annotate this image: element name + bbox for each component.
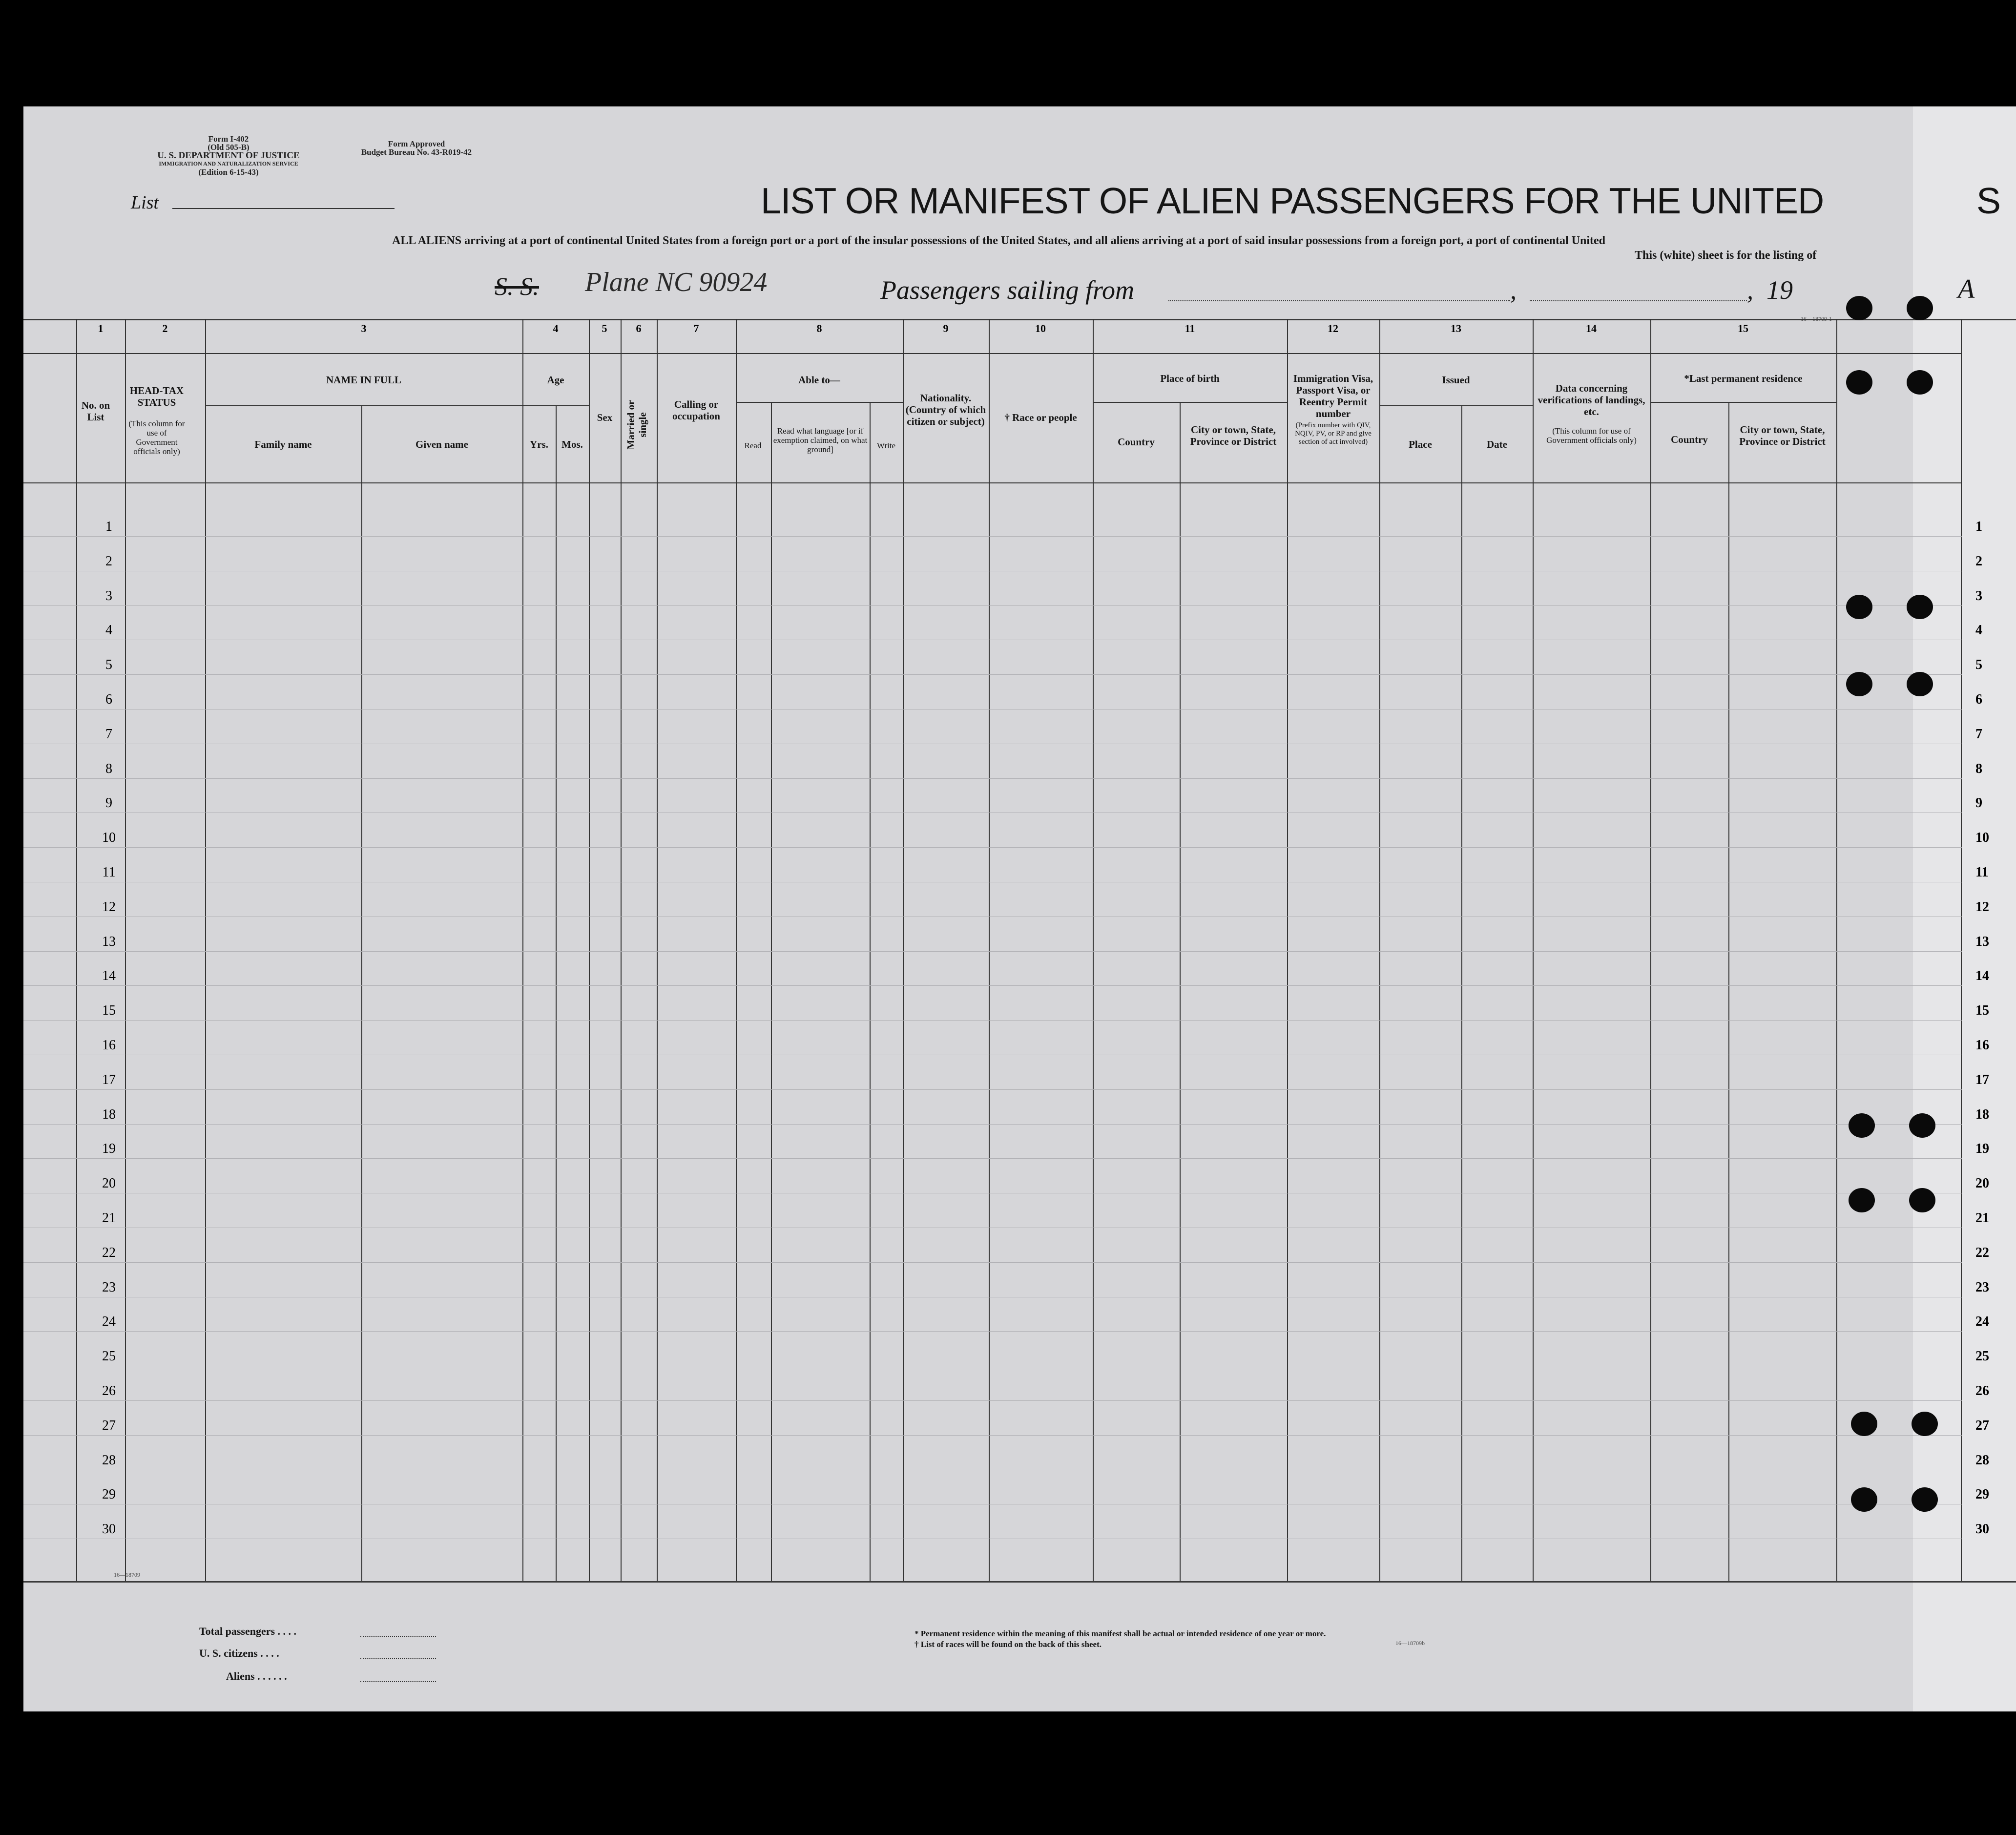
aliens-line	[360, 1681, 436, 1682]
row-number: 29	[102, 1487, 116, 1502]
row-number-right: 15	[1975, 1003, 1989, 1019]
name-subheader-rule	[205, 405, 522, 406]
table-row	[23, 1089, 1962, 1090]
punch-hole	[1846, 296, 1872, 320]
punch-hole	[1846, 595, 1872, 619]
header-data-concerning: Data concerning verifications of landings, etc.	[1538, 382, 1645, 417]
row-number: 3	[105, 588, 112, 604]
column-rule	[736, 319, 737, 1581]
column-number: 12	[1328, 322, 1338, 334]
row-number: 15	[102, 1003, 116, 1019]
header-birth-country: Country	[1118, 436, 1155, 448]
row-number-right: 3	[1975, 588, 1982, 604]
header-calling: Calling or occupation	[672, 398, 720, 422]
table-bottom-rule	[23, 1581, 2016, 1583]
table-row	[23, 1158, 1962, 1159]
row-number-right: 30	[1975, 1522, 1989, 1537]
row-number: 10	[102, 830, 116, 846]
column-rule	[205, 319, 206, 1581]
row-number: 5	[105, 657, 112, 673]
row-number: 8	[105, 761, 112, 776]
table-row	[23, 1331, 1962, 1332]
row-number-right: 9	[1975, 795, 1982, 811]
row-number: 1	[105, 519, 112, 534]
row-number-right: 17	[1975, 1072, 1989, 1087]
comma-separator-2: ,	[1747, 277, 1753, 305]
row-number-right: 26	[1975, 1383, 1989, 1398]
handwritten-vessel-name: Plane NC 90924	[585, 267, 768, 297]
table-row	[23, 1400, 1962, 1401]
able-subheader-rule	[736, 402, 903, 403]
footnote-residence: * Permanent residence within the meaning of this manifest shall be actual or intended residence of one year or more.	[914, 1629, 1326, 1638]
row-number-right: 19	[1975, 1141, 1989, 1157]
sheet-code-top: 16—18709-1	[1801, 315, 1832, 322]
column-number: 2	[162, 322, 168, 334]
sailing-from-line	[1168, 300, 1510, 301]
header-birth-city: City or town, State, Province or District	[1190, 424, 1277, 447]
column-number: 10	[1035, 322, 1046, 334]
header-nationality: Nationality. (Country of which citizen or subject)	[905, 392, 986, 427]
column-rule	[1461, 405, 1462, 1581]
header-visa: Immigration Visa, Passport Visa, or Reentry Permit number	[1293, 373, 1373, 419]
column-rule	[1180, 402, 1181, 1581]
row-number-right: 11	[1975, 865, 1989, 880]
column-rule	[1533, 319, 1534, 1581]
birth-subheader-rule	[1093, 402, 1287, 403]
list-number-line	[172, 208, 395, 209]
punch-hole	[1849, 1188, 1875, 1212]
column-rule	[1093, 319, 1094, 1581]
punch-hole	[1909, 1188, 1935, 1212]
header-data-note: (This column for use of Government officials only)	[1546, 426, 1637, 445]
header-family-name: Family name	[254, 438, 312, 450]
column-rule	[903, 319, 904, 1581]
row-number: 6	[105, 692, 112, 707]
passengers-sailing-from-label: Passengers sailing from	[880, 275, 1135, 305]
column-rule	[870, 402, 871, 1581]
residence-subheader-rule	[1650, 402, 1836, 403]
header-place-of-birth: Place of birth	[1160, 373, 1220, 384]
column-rule	[589, 319, 590, 1581]
row-number: 28	[102, 1452, 116, 1468]
header-visa-note: (Prefix number with QIV, NQIV, PV, or RP and give section of act involved)	[1295, 421, 1372, 446]
footnote-code: 16—18709b	[1395, 1640, 1425, 1647]
column-number: 15	[1738, 322, 1748, 334]
punch-hole	[1907, 672, 1933, 696]
column-rule	[556, 405, 557, 1581]
header-issued-date: Date	[1487, 438, 1507, 450]
punch-hole	[1912, 1487, 1938, 1512]
column-number: 13	[1451, 322, 1461, 334]
row-number-right: 12	[1975, 899, 1989, 915]
manifest-sheet	[23, 106, 2016, 1711]
row-number-right: 5	[1975, 657, 1982, 673]
header-age-yrs: Yrs.	[530, 438, 548, 450]
row-number-right: 21	[1975, 1210, 1989, 1226]
row-number: 24	[102, 1314, 116, 1330]
column-rule	[1650, 319, 1651, 1581]
punch-hole	[1907, 296, 1933, 320]
column-number: 3	[361, 322, 367, 334]
table-row	[23, 847, 1962, 848]
column-number: 1	[98, 322, 104, 334]
row-number-right: 27	[1975, 1418, 1989, 1433]
punch-hole	[1846, 672, 1872, 696]
year-prefix: 19	[1767, 275, 1793, 305]
punch-hole	[1907, 595, 1933, 619]
column-rule	[621, 319, 622, 1581]
row-number-right: 2	[1975, 553, 1982, 569]
approval-line: Form Approved	[388, 139, 445, 148]
row-number: 21	[102, 1210, 116, 1226]
column-rule	[1728, 402, 1729, 1581]
row-number: 22	[102, 1245, 116, 1260]
subtitle-instructions: ALL ALIENS arriving at a port of continental United States from a foreign port or a port of the insular possessions of the United States, and all aliens arriving at a port of said insular possessions from a foreign port, a port of continental United	[392, 234, 1605, 247]
column-number: 14	[1586, 322, 1597, 334]
row-number: 27	[102, 1418, 116, 1433]
column-rule	[1287, 319, 1288, 1581]
subtitle-sheet-note: This (white) sheet is for the listing of	[1635, 249, 1817, 262]
department-name: U. S. DEPARTMENT OF JUSTICE	[157, 150, 300, 161]
header-name-in-full: NAME IN FULL	[326, 374, 401, 386]
row-number-right: 22	[1975, 1245, 1989, 1260]
header-residence-city: City or town, State, Province or District	[1739, 424, 1826, 447]
table-row	[23, 985, 1962, 986]
row-number: 12	[102, 899, 116, 915]
table-row	[23, 1020, 1962, 1021]
form-edition: (Edition 6-15-43)	[198, 167, 259, 177]
old-form-number: (Old 505-B)	[208, 143, 249, 152]
table-row	[23, 1262, 1962, 1263]
column-rule	[657, 319, 658, 1581]
column-number: 8	[816, 322, 822, 334]
ss-label: S. S.	[495, 273, 539, 301]
age-subheader-rule	[522, 405, 589, 406]
footer-total-passengers: Total passengers . . . .	[199, 1625, 297, 1637]
issued-subheader-rule	[1379, 405, 1533, 406]
row-number-right: 1	[1975, 519, 1982, 534]
column-rule	[771, 402, 772, 1581]
form-number: Form I-402	[208, 134, 249, 144]
list-label: List	[131, 192, 159, 213]
row-number-right: 6	[1975, 692, 1982, 707]
table-row	[23, 1124, 1962, 1125]
table-row	[23, 951, 1962, 952]
row-number: 18	[102, 1106, 116, 1122]
date-line	[1530, 300, 1747, 301]
header-married-or-single: Married or single	[625, 400, 648, 450]
header-sex: Sex	[597, 412, 613, 423]
column-number: 6	[636, 322, 642, 334]
header-head-tax: HEAD-TAX STATUS	[129, 385, 184, 408]
column-number: 9	[943, 322, 949, 334]
page-title: LIST OR MANIFEST OF ALIEN PASSENGERS FOR THE UNITED	[761, 180, 1824, 221]
punch-hole	[1849, 1113, 1875, 1138]
column-number-rule	[23, 353, 1962, 354]
column-rule	[1836, 319, 1837, 1581]
comma-separator: ,	[1510, 277, 1517, 305]
header-age: Age	[547, 374, 564, 386]
table-row	[23, 605, 1962, 606]
header-given-name: Given name	[416, 438, 468, 450]
row-number-right: 28	[1975, 1452, 1989, 1468]
row-number-right: 14	[1975, 968, 1989, 984]
header-head-tax-note: (This column for use of Government officials only)	[128, 419, 185, 456]
row-number: 13	[102, 934, 116, 949]
row-number: 9	[105, 795, 112, 811]
punch-hole	[1851, 1412, 1877, 1436]
row-number: 23	[102, 1279, 116, 1295]
column-rule	[989, 319, 990, 1581]
row-number: 16	[102, 1038, 116, 1053]
table-top-rule	[23, 319, 2016, 320]
header-no-on-list: No. on List	[81, 399, 110, 423]
footer-aliens: Aliens . . . . . .	[226, 1670, 287, 1682]
punch-hole	[1912, 1412, 1938, 1436]
header-issued-place: Place	[1409, 438, 1432, 450]
row-number: 2	[105, 553, 112, 569]
punch-hole	[1846, 370, 1872, 395]
form-approval	[336, 140, 497, 156]
row-number: 17	[102, 1072, 116, 1087]
next-page-strip	[1913, 106, 2016, 1711]
row-number: 30	[102, 1522, 116, 1537]
page-title-continued: S	[1976, 180, 2001, 221]
header-read-language: Read what language [or if exemption claimed, on what ground]	[773, 426, 868, 454]
punch-hole	[1851, 1487, 1877, 1512]
service-name: IMMIGRATION AND NATURALIZATION SERVICE	[159, 160, 298, 167]
punch-hole	[1909, 1113, 1935, 1138]
header-issued: Issued	[1442, 374, 1470, 386]
column-rule	[361, 405, 362, 1581]
row-number: 26	[102, 1383, 116, 1398]
header-residence-country: Country	[1671, 434, 1708, 445]
row-number: 14	[102, 968, 116, 984]
row-number-right: 23	[1975, 1279, 1989, 1295]
row-number-right: 7	[1975, 726, 1982, 742]
row-number: 4	[105, 623, 112, 638]
column-number: 5	[602, 322, 607, 334]
footer-us-citizens: U. S. citizens . . . .	[199, 1647, 279, 1659]
row-number: 20	[102, 1176, 116, 1191]
us-citizens-line	[360, 1658, 436, 1659]
sheet-code-bottom: 16—18709	[114, 1571, 140, 1578]
row-number-right: 8	[1975, 761, 1982, 776]
row-number: 11	[102, 865, 116, 880]
column-number: 4	[553, 322, 559, 334]
header-bottom-rule	[23, 482, 1962, 483]
table-row	[23, 1435, 1962, 1436]
row-number: 7	[105, 726, 112, 742]
row-number-right: 10	[1975, 830, 1989, 846]
row-number-right: 13	[1975, 934, 1989, 949]
header-age-mos: Mos.	[561, 438, 583, 450]
header-write: Write	[876, 441, 896, 450]
column-rule	[522, 319, 523, 1581]
row-number: 19	[102, 1141, 116, 1157]
table-row	[23, 778, 1962, 779]
total-passengers-line	[360, 1636, 436, 1637]
row-number-right: 25	[1975, 1349, 1989, 1364]
header-able-to: Able to—	[798, 374, 840, 386]
next-page-letter: A	[1958, 274, 1975, 304]
row-number-right: 4	[1975, 623, 1982, 638]
row-number-right: 18	[1975, 1106, 1989, 1122]
table-row	[23, 536, 1962, 537]
row-number-right: 16	[1975, 1038, 1989, 1053]
column-rule	[1961, 319, 1962, 1581]
row-number-right: 24	[1975, 1314, 1989, 1330]
table-row	[23, 674, 1962, 675]
budget-bureau-number: Budget Bureau No. 43-R019-42	[361, 147, 472, 157]
form-identification	[116, 135, 341, 176]
footnote-races: † List of races will be found on the back of this sheet.	[914, 1640, 1102, 1649]
row-number: 25	[102, 1349, 116, 1364]
punch-hole	[1907, 370, 1933, 395]
header-last-residence: *Last permanent residence	[1684, 373, 1803, 384]
header-race: † Race or people	[1004, 412, 1077, 423]
column-rule	[1379, 319, 1380, 1581]
row-number-right: 20	[1975, 1176, 1989, 1191]
column-number: 7	[693, 322, 699, 334]
column-number: 11	[1185, 322, 1195, 334]
row-number-right: 29	[1975, 1487, 1989, 1502]
header-read: Read	[744, 441, 762, 450]
